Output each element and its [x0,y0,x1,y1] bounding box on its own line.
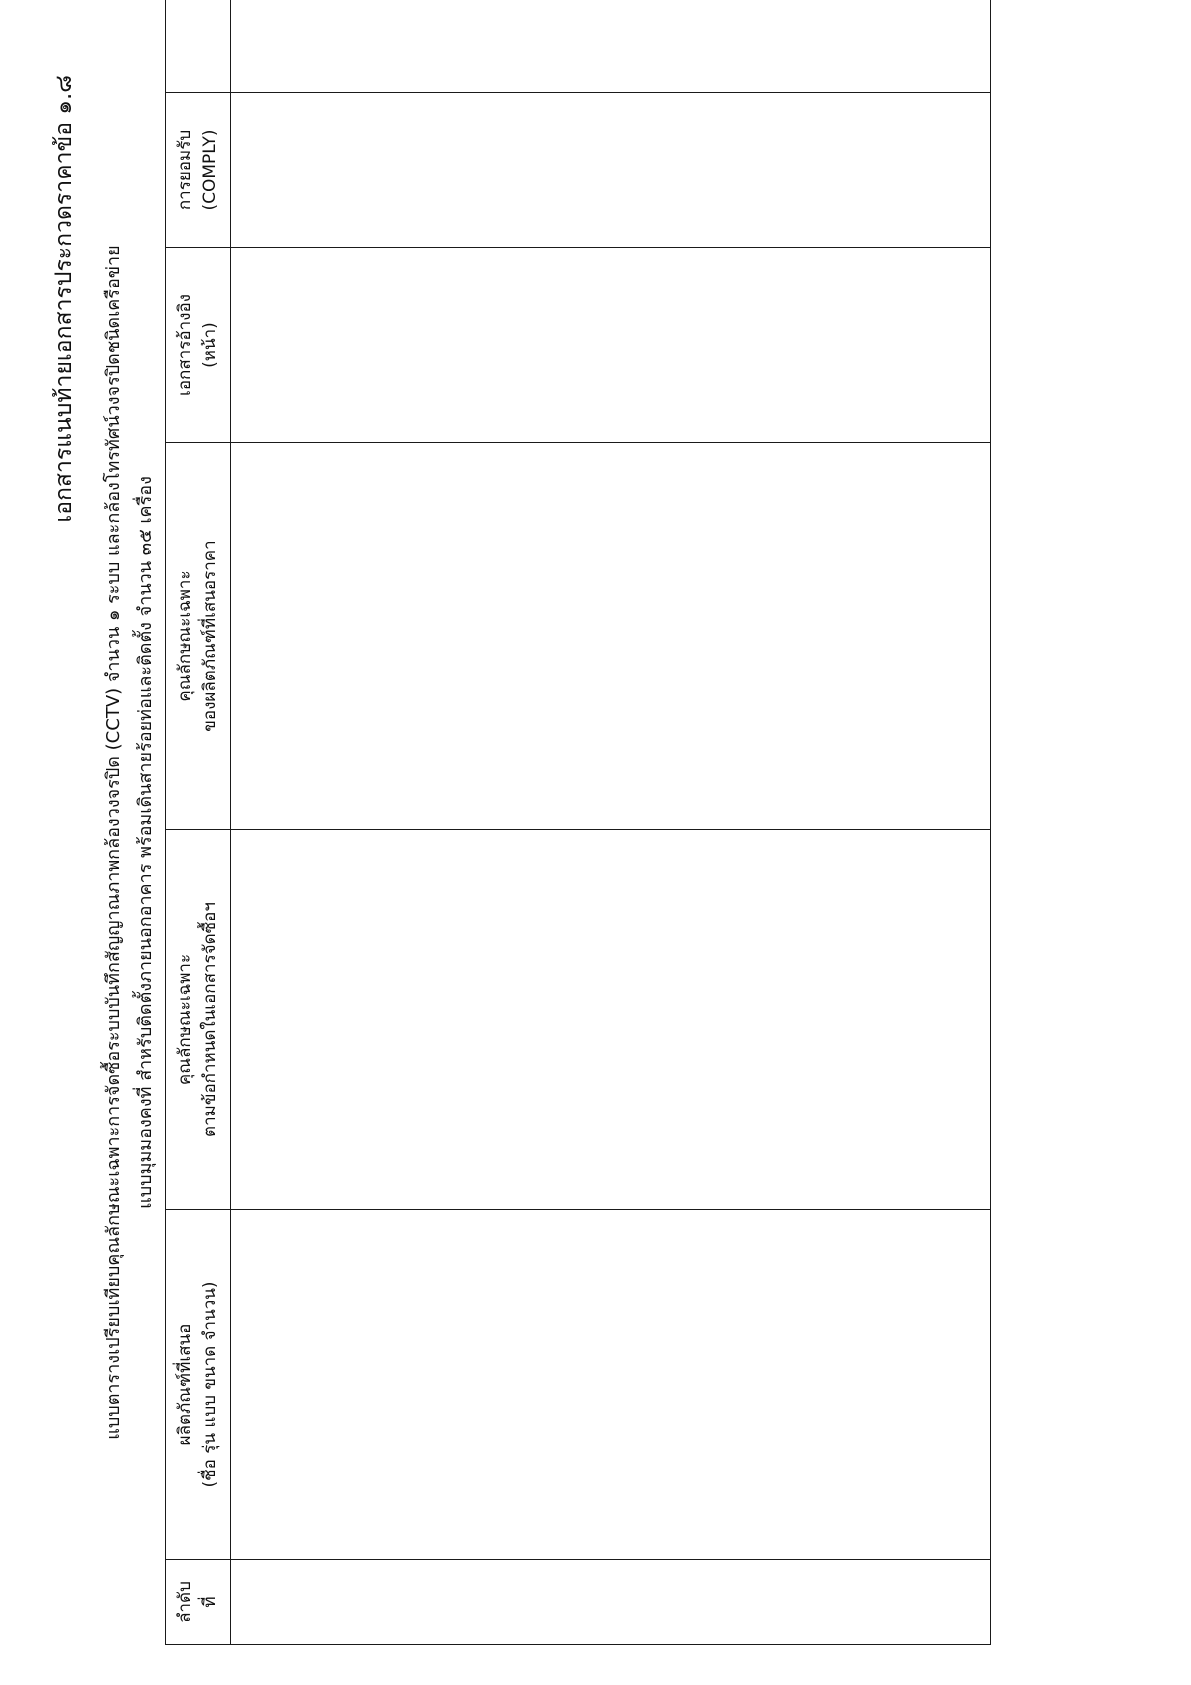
cell-remarks[interactable] [231,0,991,93]
form-heading-line-1: แบบตารางเปรียบเทียบคุณลักษณะเฉพาะการจัดซื้อระบบบันทึกสัญญาณภาพกล้องวงจรปิด (CCTV) จำนวน ๑ ระบบ และกล้องโทรทัศน์วงจรปิดชนิดเครือข่าย [103,245,124,1440]
header-sequence [166,1560,231,1645]
cell-required-spec[interactable] [231,830,991,1210]
header-offered-spec-line-2: ของผลิตภัณฑ์ที่เสนอราคา [200,540,220,732]
header-reference-document-line-1: เอกสารอ้างอิง [175,294,195,396]
cell-reference-document[interactable] [231,248,991,443]
header-comply [166,93,231,248]
cell-offered-product[interactable] [231,1210,991,1560]
cell-comply[interactable] [231,93,991,248]
header-reference-document [166,248,231,443]
comparison-table [165,0,991,1645]
header-offered-product [166,1210,231,1560]
header-offered-product-line-1: ผลิตภัณฑ์ที่เสนอ [175,1323,195,1446]
form-heading-line-2: แบบมุมมองคงที่ สำหรับติดตั้งภายนอกอาคาร พร้อมเดินสายร้อยท่อและติดตั้ง จำนวน ๓๕ เครื่อง [135,476,156,1209]
header-required-spec-line-1: คุณลักษณะเฉพาะ [175,953,195,1086]
header-sequence-line-1: ลำดับ [175,1581,195,1623]
table-row [231,0,991,1645]
header-sequence-line-2: ที่ [200,1596,220,1608]
header-offered-product-line-2: (ชื่อ รุ่น แบบ ขนาด จำนวน) [200,1281,220,1488]
header-comply-line-1: การยอมรับ [175,129,195,211]
attachment-title: เอกสารแนบท้ายเอกสารประกวดราคาข้อ ๑.๘ [51,75,77,523]
header-required-spec [166,830,231,1210]
header-offered-spec-line-1: คุณลักษณะเฉพาะ [175,570,195,702]
header-remarks-line-1 [186,0,211,92]
header-comply-line-2: (COMPLY) [200,129,220,211]
header-remarks [166,0,231,93]
header-reference-document-line-2: (หน้า) [200,322,220,368]
table-header-row [166,0,231,1645]
cell-offered-spec[interactable] [231,443,991,830]
header-offered-spec [166,443,231,830]
cell-sequence[interactable] [231,1560,991,1645]
header-required-spec-line-2: ตามข้อกำหนดในเอกสารจัดซื้อฯ [200,902,220,1137]
